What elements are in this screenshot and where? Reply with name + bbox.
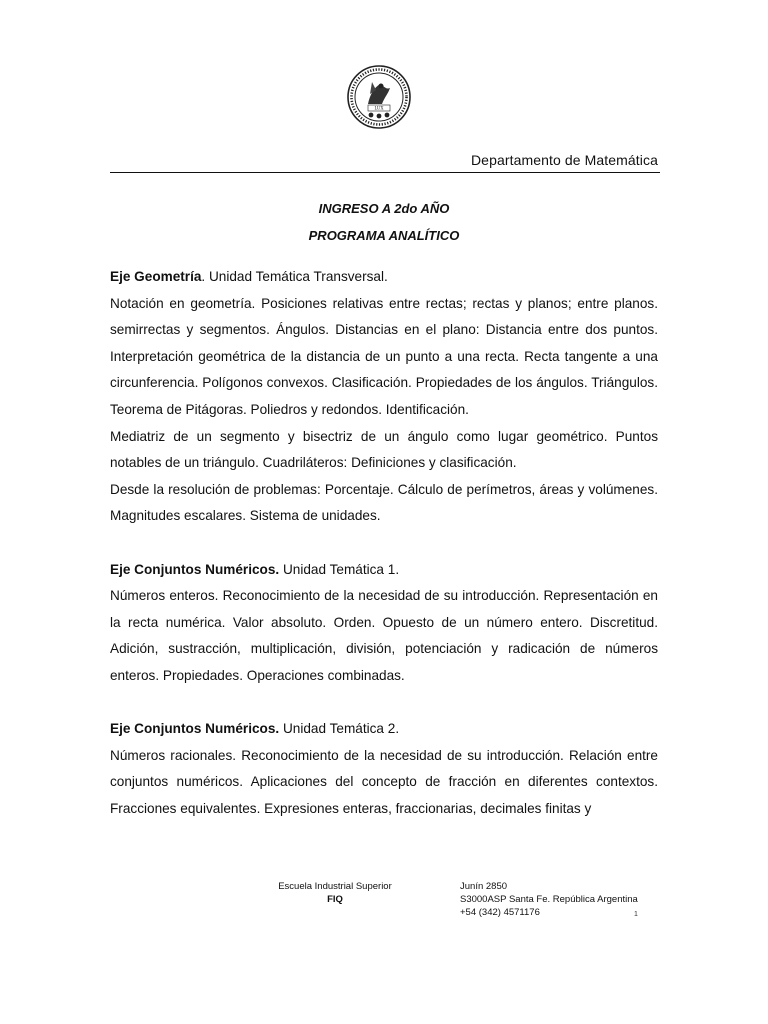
section-subtitle: Unidad Temática 1.: [279, 561, 400, 577]
paragraph: Notación en geometría. Posiciones relativas entre rectas; rectas y planos; entre planos. semirrectas y segmentos. Ángulos. Distancias en el plano: Distancia entre dos puntos. Interpretación geométrica de la distancia de un punto a una recta. Recta tangente a una circunferencia. Polígonos convexos. Clasificación. Propiedades de los ángulos. Triángulos. Teorema de Pitágoras. Poliedros y redondos. Identificación.: [110, 295, 658, 417]
footer-school: [272, 880, 398, 906]
section-heading-bold: Eje Geometría: [110, 269, 202, 284]
page-number: 1: [634, 911, 638, 918]
paragraph: Mediatriz de un segmento y bisectriz de un ángulo como lugar geométrico. Puntos notables de un triángulo. Cuadriláteros: Definiciones y clasificación.: [110, 428, 658, 471]
section-heading-conjuntos-2: [110, 716, 658, 743]
header-divider: [110, 172, 660, 173]
department-name: Departamento de Matemática: [470, 152, 658, 168]
footer-school-name: Escuela Industrial Superior: [278, 881, 392, 892]
doc-title-line1: INGRESO A 2do AÑO: [318, 201, 450, 216]
section-subtitle: . Unidad Temática Transversal.: [201, 269, 388, 284]
section-subtitle: Unidad Temática 2.: [279, 721, 400, 737]
university-seal-logo: [346, 64, 412, 130]
spacer: [110, 530, 658, 557]
section-heading-conjuntos-1: [110, 557, 658, 584]
document-body: [110, 264, 658, 822]
seal-motto: LUX: [374, 105, 384, 111]
paragraph: Números enteros. Reconocimiento de la necesidad de su introducción. Representación en la recta numérica. Valor absoluto. Orden. Opuesto de un número entero. Discretitud. Adición, sustracción, multiplicación, división, potenciación y radicación de números enteros. Propiedades. Operaciones combinadas.: [110, 588, 658, 683]
section-heading-bold: Eje Conjuntos Numéricos.: [110, 561, 280, 577]
doc-title-line2: PROGRAMA ANALÍTICO: [308, 228, 460, 243]
section-heading-geometria: [110, 264, 658, 291]
spacer: [110, 690, 658, 717]
footer-faculty: FIQ: [327, 894, 343, 905]
footer-address-line1: Junín 2850: [460, 881, 508, 892]
paragraph: Números racionales. Reconocimiento de la necesidad de su introducción. Relación entre conjuntos numéricos. Aplicaciones del concepto de fracción en diferentes contextos. Fracciones equivalentes. Expresiones enteras, fraccionarias, decimales finitas y: [110, 747, 658, 816]
section-heading-bold: Eje Conjuntos Numéricos.: [110, 721, 280, 737]
paragraph: Desde la resolución de problemas: Porcentaje. Cálculo de perímetros, áreas y volúmenes. Magnitudes escalares. Sistema de unidades.: [110, 481, 658, 524]
footer-address-line2: S3000ASP Santa Fe. República Argentina: [460, 894, 638, 905]
footer-address: [460, 880, 638, 919]
footer-phone: +54 (342) 4571176: [460, 907, 540, 918]
